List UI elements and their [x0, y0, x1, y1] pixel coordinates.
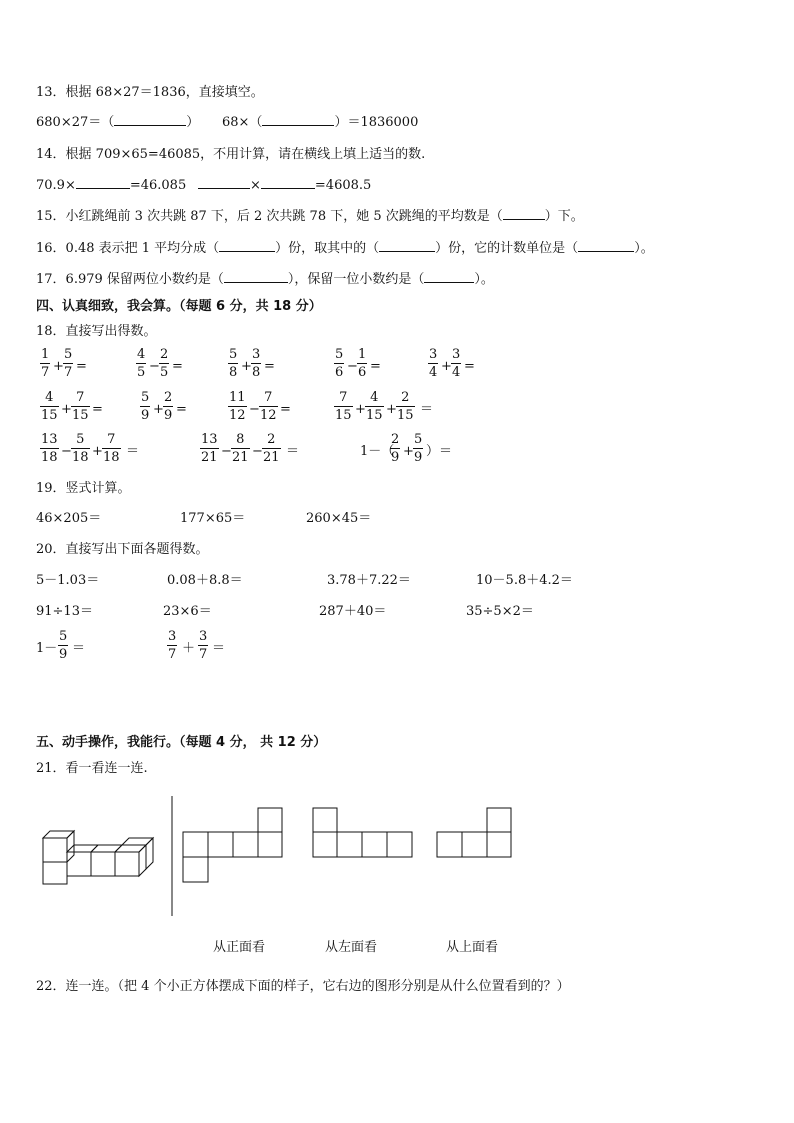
q18-row1-expr-3-fraction-1 — [228, 348, 238, 379]
numerator: 2 — [160, 347, 169, 362]
denominator: 5 — [137, 365, 146, 380]
q20-r3b-fraction-1 — [167, 630, 177, 661]
denominator: 21 — [232, 450, 249, 465]
q18-row3-expr-3-fraction-2 — [413, 433, 423, 464]
numerator: 3 — [429, 347, 438, 362]
denominator: 7 — [64, 365, 73, 380]
q18-row1-expr-1-fraction-2 — [63, 348, 73, 379]
denominator: 21 — [263, 450, 280, 465]
section-4-heading: 四、认真细致，我会算。（每题 6 分，共 18 分） — [36, 299, 322, 314]
numerator: 4 — [45, 390, 54, 405]
q13-title: 13．根据 68×27＝1836，直接填空。 — [36, 85, 264, 100]
numerator: 3 — [252, 347, 261, 362]
q20-r2-4: 35÷5×2＝ — [466, 604, 534, 619]
q20-r1-1: 5－1.03＝ — [36, 573, 100, 588]
q16-t2: ）份，取其中的（ — [275, 241, 380, 256]
denominator: 18 — [41, 450, 58, 465]
denominator: 9 — [414, 450, 423, 465]
denominator: 15 — [72, 408, 89, 423]
q18-row3-expr-3-post: ）＝ — [426, 444, 453, 459]
numerator: 5 — [76, 432, 85, 447]
q21-title: 21．看一看连一连. — [36, 761, 148, 776]
numerator: 7 — [264, 390, 273, 405]
view-shape-3 — [437, 808, 511, 857]
denominator: 15 — [366, 408, 383, 423]
q20-r1-4: 10－5.8＋4.2＝ — [476, 573, 573, 588]
q17-blank1[interactable] — [224, 281, 288, 283]
q18-row3-expr-1-fraction-3 — [102, 433, 121, 464]
numerator: 7 — [339, 390, 348, 405]
q18-row1-expr-1-equals: = — [76, 359, 87, 374]
q18-row2-expr-2-fraction-1 — [140, 391, 150, 422]
q18-row2-expr-1-operator: + — [61, 402, 72, 417]
q14-a-left: 70.9× — [36, 178, 76, 193]
q18-row1-expr-4-equals: = — [370, 359, 381, 374]
q18-row3-expr-1-operator: − — [61, 444, 72, 459]
q18-row1-expr-2-operator: − — [149, 359, 160, 374]
numerator: 3 — [452, 347, 461, 362]
q18-row1-expr-1-operator: + — [53, 359, 64, 374]
q14-a-blank[interactable] — [76, 187, 130, 189]
q18-row1-expr-5-equals: = — [464, 359, 475, 374]
q13-b-close: ）＝1836000 — [334, 115, 419, 130]
numerator: 2 — [267, 432, 276, 447]
view-shape-1 — [183, 808, 282, 882]
denominator: 7 — [168, 647, 177, 662]
q17-t1: 17．6.979 保留两位小数约是（ — [36, 272, 224, 287]
q18-row3-expr-1-fraction-2 — [71, 433, 90, 464]
q18-row1-expr-4-operator: − — [347, 359, 358, 374]
denominator: 5 — [160, 365, 169, 380]
q18-row1-expr-4-fraction-1 — [334, 348, 344, 379]
q20-r3a-fraction — [58, 630, 68, 661]
q20-r1-2: 0.08＋8.8＝ — [167, 573, 243, 588]
q18-row3-expr-2-equals: ＝ — [286, 444, 300, 459]
q18-title: 18．直接写出得数。 — [36, 324, 157, 339]
q20-r3b-fraction-2 — [198, 630, 208, 661]
cube-assembly-figure — [43, 831, 153, 884]
q18-row3-expr-3-fraction-1 — [390, 433, 400, 464]
q15-blank[interactable] — [503, 218, 545, 220]
numerator: 5 — [141, 390, 150, 405]
numerator: 3 — [168, 629, 177, 644]
numerator: 7 — [76, 390, 85, 405]
denominator: 15 — [335, 408, 352, 423]
denominator: 12 — [260, 408, 277, 423]
q18-row3-expr-2-fraction-3 — [262, 433, 281, 464]
q13-part-a — [36, 116, 199, 129]
q16-t3: ）份，它的计数单位是（ — [435, 241, 579, 256]
denominator: 9 — [59, 647, 68, 662]
q18-row3-expr-1-fraction-1 — [40, 433, 59, 464]
q17-blank2[interactable] — [424, 281, 474, 283]
numerator: 13 — [201, 432, 218, 447]
q14-b-right: =4608.5 — [314, 178, 372, 193]
denominator: 9 — [391, 450, 400, 465]
q20-r3a-eq: ＝ — [72, 641, 86, 656]
q18-row2-expr-2-equals: = — [176, 402, 187, 417]
label-front-view: 从正面看 — [213, 940, 266, 955]
q16-line — [36, 242, 654, 255]
q16-t4: ）。 — [634, 241, 654, 256]
q14-b-blank1[interactable] — [198, 187, 250, 189]
q20-r3b-eq: ＝ — [212, 641, 226, 656]
q18-row3-expr-2-operator-2: − — [252, 444, 263, 459]
numerator: 13 — [41, 432, 58, 447]
numerator: 2 — [164, 390, 173, 405]
q22-title: 22．连一连。（把 4 个小正方体摆成下面的样子，它右边的图形分别是从什么位置看到的？） — [36, 979, 570, 994]
q20-r3a-pre: 1－ — [36, 641, 58, 656]
q18-row3-expr-2-fraction-1 — [200, 433, 219, 464]
q19-title: 19．竖式计算。 — [36, 481, 131, 496]
denominator: 15 — [397, 408, 414, 423]
numerator: 1 — [358, 347, 367, 362]
label-top-view: 从上面看 — [446, 940, 499, 955]
q17-t2: ），保留一位小数约是（ — [287, 272, 425, 287]
q18-row2-expr-4-fraction-2 — [365, 391, 384, 422]
q14-b-mid: × — [250, 178, 261, 193]
denominator: 21 — [201, 450, 218, 465]
q18-row2-expr-4-operator-2: + — [386, 402, 397, 417]
q14-part-a — [36, 179, 186, 192]
denominator: 7 — [41, 365, 50, 380]
q18-row2-expr-4-equals: ＝ — [420, 402, 434, 417]
q18-row2-expr-3-operator: − — [249, 402, 260, 417]
denominator: 4 — [452, 365, 461, 380]
q14-b-blank2[interactable] — [261, 187, 315, 189]
q18-row2-expr-3-fraction-2 — [259, 391, 278, 422]
q18-row1-expr-2-fraction-1 — [136, 348, 146, 379]
q18-row2-expr-1-equals: = — [92, 402, 103, 417]
q14-a-right: =46.085 — [129, 178, 187, 193]
q18-row2-expr-2-operator: + — [153, 402, 164, 417]
q15-line — [36, 210, 584, 223]
numerator: 2 — [391, 432, 400, 447]
q17-t3: ）。 — [474, 272, 494, 287]
q18-row2-expr-3-fraction-1 — [228, 391, 247, 422]
denominator: 6 — [335, 365, 344, 380]
q16-blank3[interactable] — [578, 250, 634, 252]
q18-row3-expr-1-equals: ＝ — [126, 444, 140, 459]
q20-r2-1: 91÷13＝ — [36, 604, 93, 619]
q13-a-text: 680×27＝（ — [36, 115, 115, 130]
q16-t1: 16．0.48 表示把 1 平均分成（ — [36, 241, 220, 256]
numerator: 8 — [236, 432, 245, 447]
q16-blank2[interactable] — [379, 250, 435, 252]
q15-text-b: ）下。 — [544, 209, 584, 224]
denominator: 18 — [103, 450, 120, 465]
denominator: 9 — [164, 408, 173, 423]
numerator: 2 — [401, 390, 410, 405]
q18-row2-expr-4-fraction-3 — [396, 391, 415, 422]
q20-r3b-op: ＋ — [182, 641, 196, 656]
denominator: 18 — [72, 450, 89, 465]
denominator: 8 — [229, 365, 238, 380]
q19-item-1: 46×205＝ — [36, 511, 102, 526]
numerator: 3 — [199, 629, 208, 644]
q20-r1-3: 3.78＋7.22＝ — [327, 573, 411, 588]
denominator: 7 — [199, 647, 208, 662]
q14-part-b — [198, 179, 371, 192]
numerator: 5 — [414, 432, 423, 447]
numerator: 4 — [370, 390, 379, 405]
q18-row1-expr-1-fraction-1 — [40, 348, 50, 379]
q18-row3-expr-1-operator-2: + — [92, 444, 103, 459]
numerator: 5 — [64, 347, 73, 362]
q18-row1-expr-5-fraction-1 — [428, 348, 438, 379]
q16-blank1[interactable] — [219, 250, 275, 252]
q18-row1-expr-5-fraction-2 — [451, 348, 461, 379]
q13-a-blank[interactable] — [114, 124, 186, 126]
q18-row2-expr-3-equals: = — [280, 402, 291, 417]
q14-title: 14．根据 709×65=46085，不用计算，请在横线上填上适当的数. — [36, 147, 426, 162]
q18-row1-expr-3-fraction-2 — [251, 348, 261, 379]
q18-row2-expr-1-fraction-1 — [40, 391, 59, 422]
denominator: 4 — [429, 365, 438, 380]
label-left-view: 从左面看 — [325, 940, 378, 955]
denominator: 9 — [141, 408, 150, 423]
q13-b-blank[interactable] — [262, 124, 334, 126]
numerator: 4 — [137, 347, 146, 362]
q18-row1-expr-3-operator: + — [241, 359, 252, 374]
q18-row2-expr-4-fraction-1 — [334, 391, 353, 422]
q18-row3-expr-2-operator: − — [221, 444, 232, 459]
q20-r2-3: 287＋40＝ — [319, 604, 387, 619]
numerator: 5 — [229, 347, 238, 362]
q13-a-close: ） — [186, 115, 200, 130]
q18-row1-expr-2-equals: = — [172, 359, 183, 374]
denominator: 8 — [252, 365, 261, 380]
q18-row1-expr-4-fraction-2 — [357, 348, 367, 379]
q18-row2-expr-2-fraction-2 — [163, 391, 173, 422]
q18-row3-expr-3-operator: + — [403, 444, 414, 459]
q19-item-3: 260×45＝ — [306, 511, 372, 526]
q18-row2-expr-4-operator: + — [355, 402, 366, 417]
q18-row3-expr-2-fraction-2 — [231, 433, 250, 464]
q18-row1-expr-2-fraction-2 — [159, 348, 169, 379]
q13-part-b — [222, 116, 418, 129]
numerator: 5 — [59, 629, 68, 644]
q17-line — [36, 273, 494, 286]
q15-text-a: 15．小红跳绳前 3 次共跳 87 下，后 2 次共跳 78 下，她 5 次跳绳的平均数是（ — [36, 209, 503, 224]
numerator: 5 — [335, 347, 344, 362]
q20-r2-2: 23×6＝ — [163, 604, 212, 619]
denominator: 12 — [229, 408, 246, 423]
numerator: 1 — [41, 347, 50, 362]
q18-row1-expr-5-operator: + — [441, 359, 452, 374]
denominator: 15 — [41, 408, 58, 423]
q18-row1-expr-3-equals: = — [264, 359, 275, 374]
denominator: 6 — [358, 365, 367, 380]
q18-row2-expr-1-fraction-2 — [71, 391, 90, 422]
section-5-heading: 五、动手操作，我能行。（每题 4 分， 共 12 分） — [36, 735, 327, 750]
q18-row3-expr-3-pre: 1－（ — [360, 444, 395, 459]
q19-item-2: 177×65＝ — [180, 511, 246, 526]
numerator: 7 — [107, 432, 116, 447]
view-shape-2 — [313, 808, 412, 857]
q20-title: 20．直接写出下面各题得数。 — [36, 542, 209, 557]
numerator: 11 — [229, 390, 246, 405]
q13-b-text: 68×（ — [222, 115, 263, 130]
